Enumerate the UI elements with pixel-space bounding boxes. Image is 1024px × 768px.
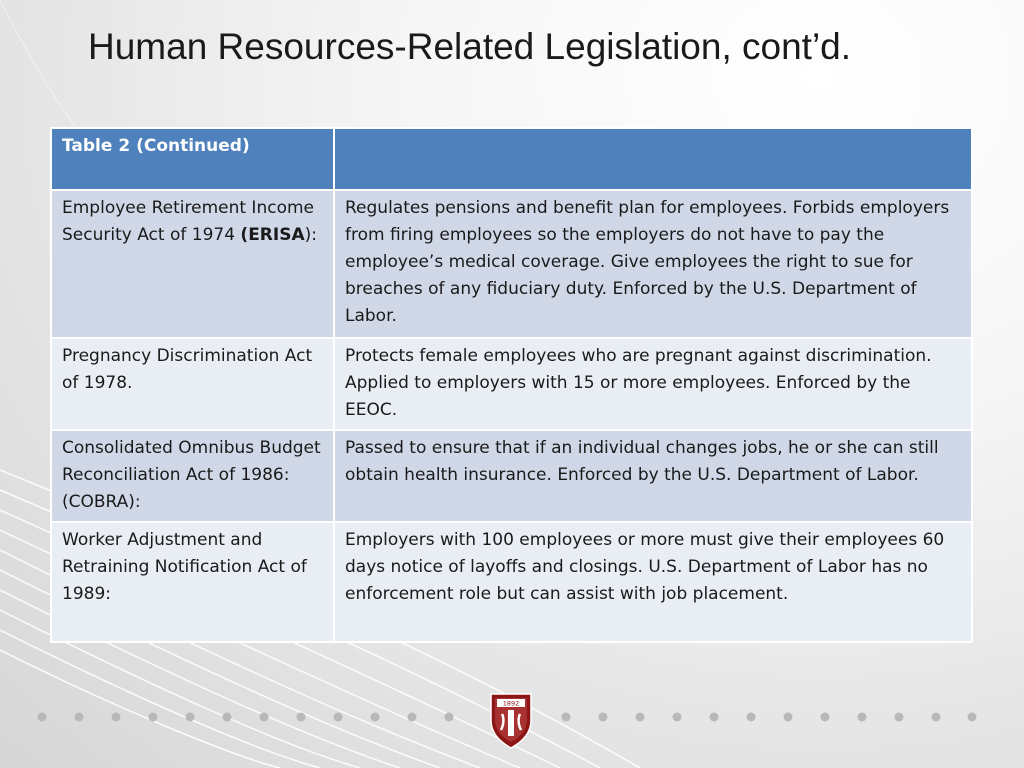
logo-year: 1892	[502, 699, 520, 708]
act-description: Employers with 100 employees or more must give their employees 60 days notice of layoffs and closings. U.S. Department of Labor has no enforcement role but can assist with job placement.	[334, 522, 972, 642]
act-name: Employee Retirement Income Security Act of 1974	[62, 198, 314, 245]
act-description: Protects female employees who are pregnant against discrimination. Applied to employers with 15 or more employees. Enforced by the EEOC.	[334, 338, 972, 430]
act-name-cell	[51, 190, 334, 338]
act-description: Passed to ensure that if an individual changes jobs, he or she can still obtain health insurance. Enforced by the U.S. Department of Labor.	[334, 430, 972, 522]
act-name: Worker Adjustment and Retraining Notification Act of 1989:	[51, 522, 334, 642]
table-header-cell: Table 2 (Continued)	[51, 128, 334, 190]
table-row	[51, 190, 972, 338]
act-description: Regulates pensions and benefit plan for employees. Forbids employers from firing employees so the employers do not have to pay the employee’s medical coverage. Give employees the right to sue for breaches of any fiduciary duty. Enforced by the U.S. Department of Labor.	[334, 190, 972, 338]
table-row	[51, 338, 972, 430]
act-name-suffix: ):	[304, 225, 317, 245]
legislation-table	[50, 127, 973, 643]
act-name: Pregnancy Discrimination Act of 1978.	[51, 338, 334, 430]
table-row	[51, 430, 972, 522]
table-header-cell	[334, 128, 972, 190]
page-title: Human Resources-Related Legislation, cont’d.	[88, 26, 852, 67]
act-name: Consolidated Omnibus Budget Reconciliation Act of 1986: (COBRA):	[51, 430, 334, 522]
table-row	[51, 522, 972, 642]
table-header-row	[51, 128, 972, 190]
act-acronym: (ERISA	[240, 225, 305, 245]
university-shield-logo	[488, 690, 534, 750]
